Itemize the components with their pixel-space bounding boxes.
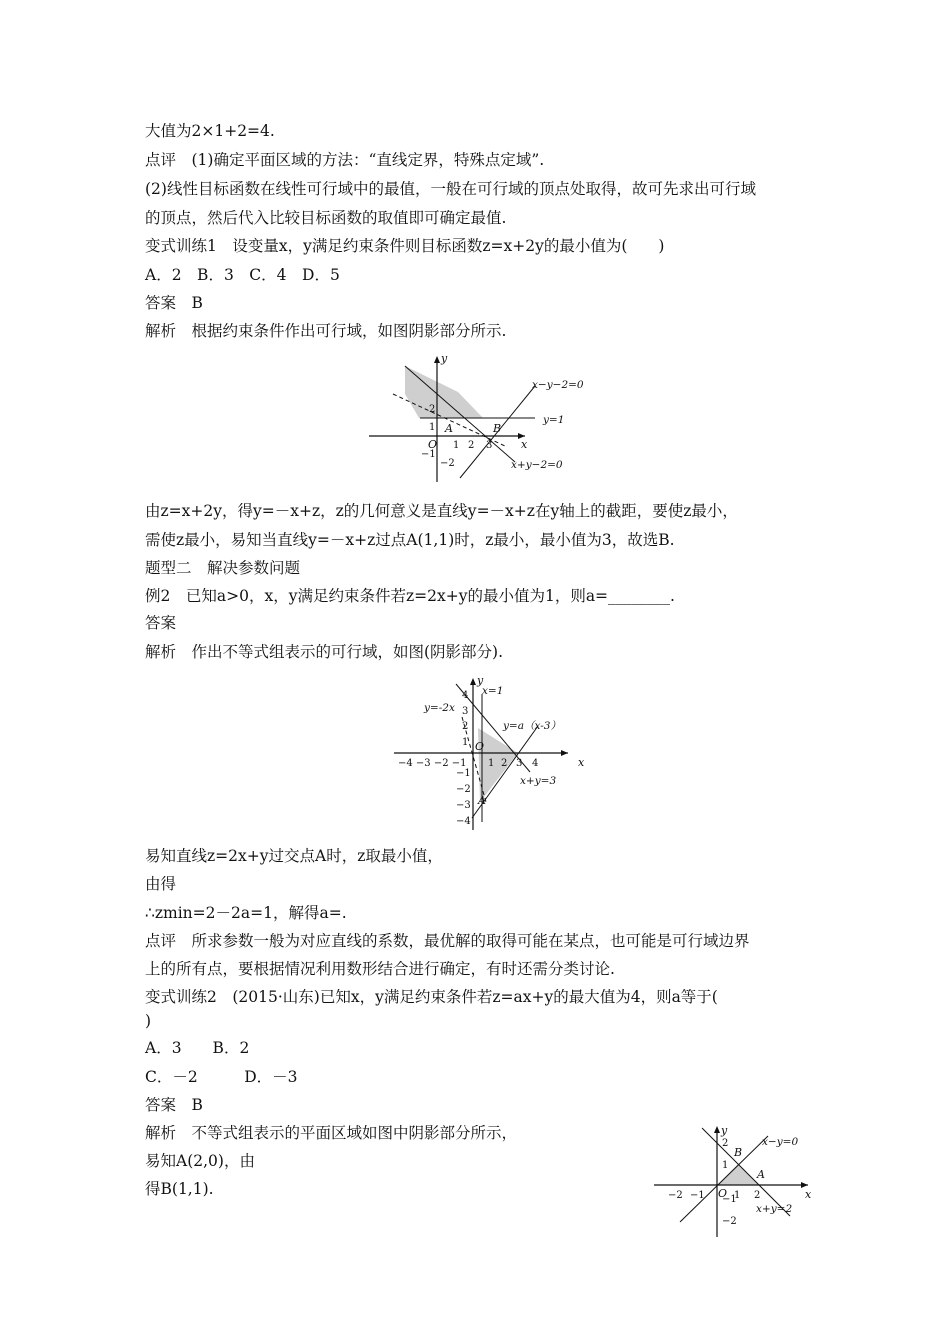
y-axis-arrow — [434, 356, 440, 363]
text-line: (2)线性目标函数在线性可行域中的最值，一般在可行域的顶点处取得，故可先求出可行域 — [145, 180, 756, 198]
text-line: A．3 B．2 — [145, 1039, 250, 1057]
y-axis-label: y — [477, 674, 484, 687]
text-line: 答案 B — [145, 1096, 203, 1114]
text-line: 例2 已知a>0，x，y满足约束条件若z=2x+y的最小值为1，则a=________. — [145, 587, 675, 605]
x-tick-label: −2 — [668, 1190, 683, 1201]
text-line: 变式训练2 (2015·山东)已知x，y满足约束条件若z=ax+y的最大值为4，则a等于( — [145, 988, 718, 1006]
x-tick-label: 2 — [468, 440, 475, 451]
line-label-1: x−y=0 — [762, 1136, 799, 1148]
line-label-y2x: y=-2x — [424, 702, 455, 714]
x-tick-label: 1 — [488, 758, 495, 769]
x-tick-label: −1 — [690, 1190, 705, 1201]
line-label-2: x+y=2 — [756, 1203, 793, 1215]
y-tick-label: −1 — [456, 768, 471, 779]
text-line: ) — [145, 1012, 152, 1030]
feasible-region-figure-1 — [365, 350, 590, 485]
line-label-ya: y=a（x-3） — [503, 720, 561, 732]
feasible-region-figure-2 — [390, 672, 590, 832]
y-tick-label: −1 — [421, 449, 436, 460]
x-tick-labels-negative: −4 −3 −2 −1 — [398, 758, 467, 769]
origin-label: O — [718, 1187, 728, 1200]
x-tick-label: 3 — [516, 758, 523, 769]
origin-label: O — [475, 740, 485, 753]
text-line: 变式训练1 设变量x，y满足约束条件则目标函数z=x+2y的最小值为( ) — [145, 237, 665, 255]
y-axis-label: y — [441, 352, 448, 365]
line-label-2: y=1 — [543, 414, 565, 426]
line-label-xy3: x+y=3 — [520, 775, 557, 787]
text-line: 易知直线z=2x+y过交点A时，z取最小值， — [145, 847, 443, 865]
y-tick-label: 2 — [429, 404, 436, 415]
x-tick-label: 3 — [486, 440, 493, 451]
y-tick-label: 1 — [462, 737, 469, 748]
text-line: 大值为2×1+2=4. — [145, 122, 275, 140]
origin-label: O — [428, 438, 438, 451]
text-line: C．－2 D．－3 — [145, 1068, 298, 1086]
point-b-label: B — [493, 422, 502, 435]
text-line: 解析 不等式组表示的平面区域如图中阴影部分所示， — [145, 1124, 518, 1142]
x-tick-label: 1 — [734, 1190, 741, 1201]
y-tick-label: 1 — [429, 422, 436, 433]
text-line: 由z=x+2y，得y=－x+z，z的几何意义是直线y=－x+z在y轴上的截距，要使z最小， — [145, 502, 738, 520]
x-tick-label: 2 — [754, 1190, 761, 1201]
x-tick-label: 4 — [532, 758, 539, 769]
text-line: 解析 作出不等式组表示的可行域，如图(阴影部分). — [145, 643, 504, 661]
text-line: 得B(1,1). — [145, 1180, 214, 1198]
x-tick-label: 1 — [453, 440, 460, 451]
line-label-x1: x=1 — [482, 685, 504, 697]
text-line: 解析 根据约束条件作出可行域，如图阴影部分所示. — [145, 322, 507, 340]
point-a-label: A — [445, 422, 453, 435]
feasible-region-figure-3 — [650, 1122, 815, 1240]
text-line: 点评 所求参数一般为对应直线的系数，最优解的取得可能在某点，也可能是可行域边界 — [145, 932, 750, 950]
shaded-region — [405, 366, 483, 418]
text-line: 易知A(2,0)，由 — [145, 1152, 255, 1170]
text-line: 点评 (1)确定平面区域的方法：“直线定界，特殊点定域”. — [145, 151, 545, 169]
x-axis-label: x — [578, 756, 585, 769]
text-line: 题型二 解决参数问题 — [145, 559, 301, 577]
line-label-1: x−y−2=0 — [532, 379, 584, 391]
x-axis-arrow — [561, 750, 568, 756]
y-tick-label: −3 — [456, 800, 471, 811]
y-tick-label: 2 — [722, 1138, 729, 1149]
line-label-3: x+y−2=0 — [511, 459, 563, 471]
text-line: 上的所有点，要根据情况利用数形结合进行确定，有时还需分类讨论. — [145, 960, 615, 978]
text-line: 答案 — [145, 614, 177, 632]
y-tick-label: −4 — [456, 816, 471, 827]
point-b-label: B — [734, 1146, 743, 1159]
y-axis-arrow — [714, 1126, 720, 1133]
x-axis-label: x — [805, 1188, 812, 1201]
y-tick-label: 1 — [722, 1160, 729, 1171]
y-tick-label: −2 — [440, 458, 455, 469]
text-line: 由得 — [145, 875, 177, 893]
text-line: 答案 B — [145, 294, 203, 312]
point-a-label: A — [757, 1168, 765, 1181]
y-tick-label: −1 — [722, 1194, 737, 1205]
x-tick-label: 2 — [501, 758, 508, 769]
y-tick-label: 4 — [462, 690, 469, 701]
text-line: 需使z最小，易知当直线y=－x+z过点A(1,1)时，z最小，最小值为3，故选B. — [145, 531, 675, 549]
y-axis-arrow — [470, 678, 476, 685]
point-a-label: A — [478, 794, 486, 807]
y-axis-label: y — [721, 1124, 728, 1137]
y-tick-label: −2 — [456, 784, 471, 795]
y-tick-label: −2 — [722, 1216, 737, 1227]
x-axis-label: x — [521, 438, 528, 451]
y-tick-label: 2 — [462, 721, 469, 732]
text-line: 的顶点，然后代入比较目标函数的取值即可确定最值. — [145, 209, 507, 227]
text-line: ∴zmin=2－2a=1，解得a=. — [145, 904, 347, 922]
text-line: A．2 B．3 C．4 D．5 — [145, 266, 340, 284]
y-tick-label: 3 — [462, 706, 469, 717]
